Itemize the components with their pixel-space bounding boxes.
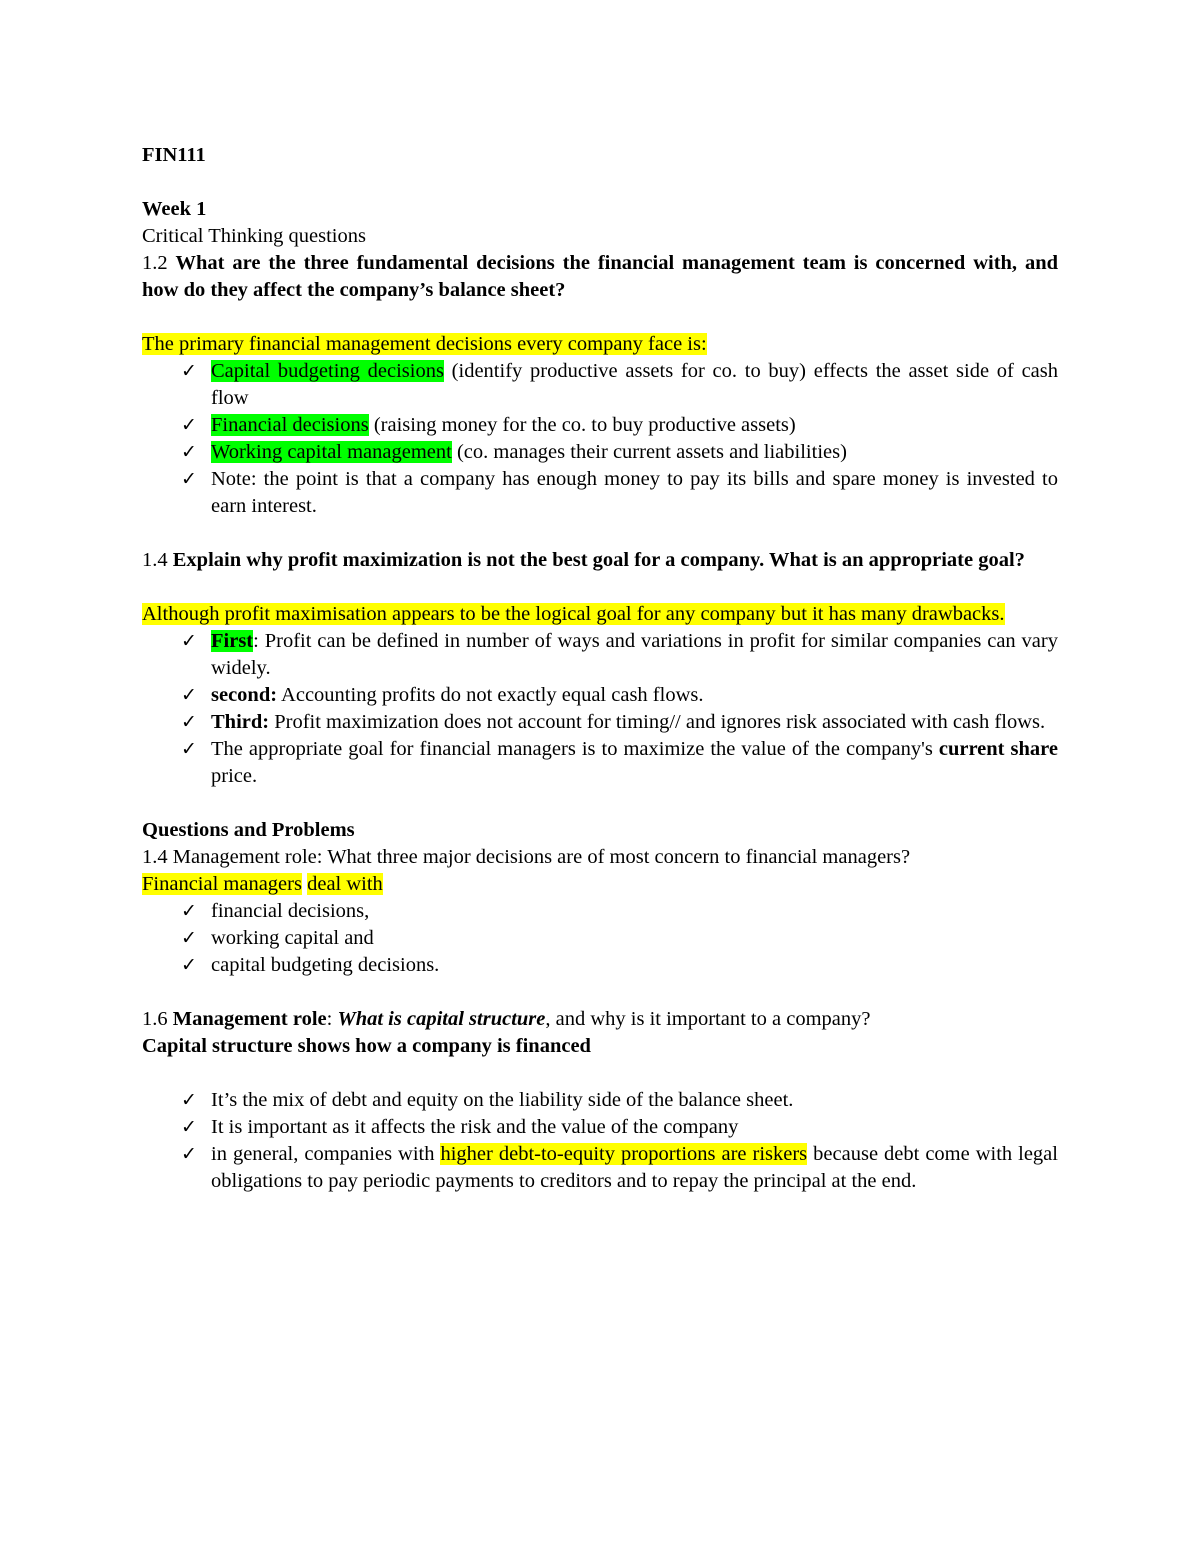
checkmark-icon: ✓ xyxy=(181,1116,197,1138)
answer-1-4-intro: Although profit maximisation appears to be the logical goal for any company but it has many drawbacks. xyxy=(142,603,1005,625)
list-item: ✓ Capital budgeting decisions (identify productive assets for co. to buy) effects the asset side of cash flow xyxy=(181,360,1059,409)
list-item: ✓ The appropriate goal for financial managers is to maximize the value of the company's current share price. xyxy=(181,738,1058,787)
problem-1-6: 1.6 Management role: What is capital structure, and why is it important to a company? xyxy=(142,1008,871,1030)
list-item: ✓ Note: the point is that a company has enough money to pay its bills and spare money is invested to earn interest. xyxy=(181,468,1058,517)
problem-1-4-list xyxy=(142,898,1058,979)
list-item: ✓ Working capital management (co. manages their current assets and liabilities) xyxy=(211,439,1058,466)
problem-1-6-list xyxy=(142,1087,1058,1195)
document-page xyxy=(142,142,1058,1195)
checkmark-icon: ✓ xyxy=(181,900,197,922)
problem-1-4-answer: Financial managers deal with xyxy=(142,873,383,895)
list-item: ✓ second: Accounting profits do not exactly equal cash flows. xyxy=(211,682,1058,709)
checkmark-icon: ✓ xyxy=(181,684,197,706)
question-1-2: 1.2 What are the three fundamental decisions the financial management team is concerned with, and how do they affect the company’s balance sheet? xyxy=(142,252,1058,301)
checkmark-icon: ✓ xyxy=(181,954,197,976)
critical-thinking-heading: Critical Thinking questions xyxy=(142,225,366,247)
questions-problems-heading: Questions and Problems xyxy=(142,819,355,841)
list-item: ✓ First: Profit can be defined in number of ways and variations in profit for similar companies can vary widely. xyxy=(181,630,1058,679)
problem-1-6-answer: Capital structure shows how a company is financed xyxy=(142,1035,591,1057)
answer-1-2-list xyxy=(142,358,1058,520)
checkmark-icon: ✓ xyxy=(181,468,197,490)
list-item: ✓ It is important as it affects the risk and the value of the company xyxy=(211,1114,1058,1141)
checkmark-icon: ✓ xyxy=(181,360,197,382)
list-item: ✓ Third: Profit maximization does not account for timing// and ignores risk associated with cash flows. xyxy=(211,709,1058,736)
checkmark-icon: ✓ xyxy=(181,441,197,463)
answer-1-4-list xyxy=(142,628,1058,790)
checkmark-icon: ✓ xyxy=(181,630,197,652)
checkmark-icon: ✓ xyxy=(181,414,197,436)
checkmark-icon: ✓ xyxy=(181,711,197,733)
checkmark-icon: ✓ xyxy=(181,1089,197,1111)
answer-1-2-intro: The primary financial management decisions every company face is: xyxy=(142,333,707,355)
list-item: ✓ working capital and xyxy=(211,925,1058,952)
list-item: ✓ in general, companies with higher debt-to-equity proportions are riskers because debt come with legal obligations to pay periodic payments to creditors and to repay the principal at the end. xyxy=(181,1143,1058,1192)
checkmark-icon: ✓ xyxy=(181,1143,197,1165)
list-item: ✓ financial decisions, xyxy=(211,898,1058,925)
checkmark-icon: ✓ xyxy=(181,738,197,760)
week-heading: Week 1 xyxy=(142,198,207,220)
problem-1-4: 1.4 Management role: What three major decisions are of most concern to financial managers? xyxy=(142,846,911,868)
list-item: ✓ Financial decisions (raising money for the co. to buy productive assets) xyxy=(211,412,1058,439)
course-code: FIN111 xyxy=(142,144,206,166)
question-1-4: 1.4 Explain why profit maximization is not the best goal for a company. What is an appropriate goal? xyxy=(142,549,1025,571)
list-item: ✓ capital budgeting decisions. xyxy=(211,952,1058,979)
list-item: ✓ It’s the mix of debt and equity on the liability side of the balance sheet. xyxy=(211,1087,1058,1114)
checkmark-icon: ✓ xyxy=(181,927,197,949)
